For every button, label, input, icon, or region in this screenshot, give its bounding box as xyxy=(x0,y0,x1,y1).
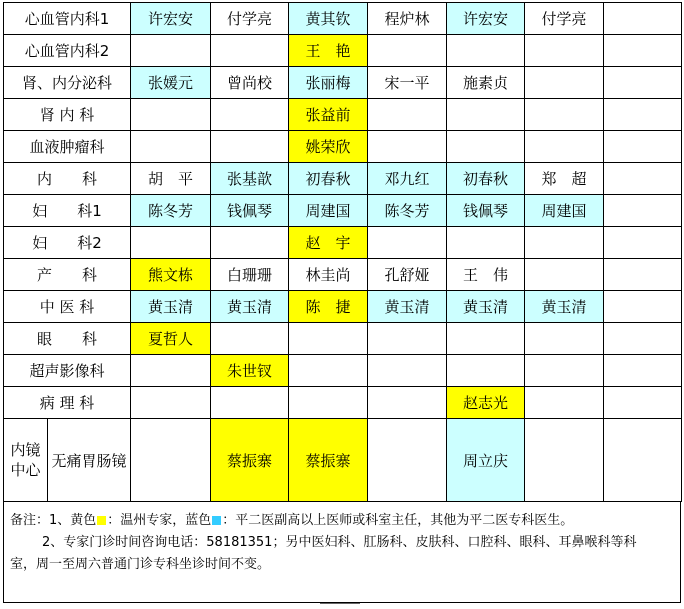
schedule-cell xyxy=(289,387,368,419)
department-label: 心血管内科2 xyxy=(4,35,131,67)
schedule-cell: 熊文栋 xyxy=(131,259,211,291)
schedule-cell xyxy=(131,131,211,163)
schedule-cell xyxy=(211,387,289,419)
table-row xyxy=(4,131,682,163)
notes-line-3: 室，周一至周六普通门诊专科坐诊时间不变。 xyxy=(10,557,271,572)
schedule-cell: 付学亮 xyxy=(525,3,604,35)
table-row xyxy=(4,323,682,355)
schedule-cell xyxy=(211,227,289,259)
schedule-cell xyxy=(525,67,604,99)
schedule-cell: 张媛元 xyxy=(131,67,211,99)
schedule-cell: 黄玉清 xyxy=(131,291,211,323)
schedule-cell: 陈 捷 xyxy=(289,291,368,323)
schedule-cell: 黄玉清 xyxy=(368,291,447,323)
schedule-cell: 郑 超 xyxy=(525,163,604,195)
table-row xyxy=(4,3,682,35)
notes-text: ：温州专家，蓝色 xyxy=(107,513,212,528)
schedule-cell: 姚荣欣 xyxy=(289,131,368,163)
schedule-cell xyxy=(368,323,447,355)
schedule-cell xyxy=(604,419,682,502)
schedule-cell xyxy=(131,387,211,419)
schedule-cell xyxy=(525,323,604,355)
schedule-cell xyxy=(525,259,604,291)
schedule-cell: 张益前 xyxy=(289,99,368,131)
table-row xyxy=(4,355,682,387)
schedule-cell xyxy=(604,195,682,227)
schedule-cell: 黄玉清 xyxy=(525,291,604,323)
schedule-cell xyxy=(525,35,604,67)
schedule-cell xyxy=(604,355,682,387)
department-label: 肾 内 科 xyxy=(4,99,131,131)
endoscopy-center-label xyxy=(4,419,48,502)
table-row xyxy=(4,99,682,131)
schedule-cell xyxy=(604,227,682,259)
table-row-endoscopy xyxy=(4,419,682,502)
schedule-cell: 周建国 xyxy=(525,195,604,227)
schedule-cell xyxy=(604,131,682,163)
schedule-cell: 黄其钦 xyxy=(289,3,368,35)
table-row xyxy=(4,35,682,67)
schedule-cell: 林圭尚 xyxy=(289,259,368,291)
schedule-cell: 邓九红 xyxy=(368,163,447,195)
table-row xyxy=(4,163,682,195)
schedule-cell xyxy=(289,355,368,387)
clinic-schedule-table xyxy=(3,2,682,502)
schedule-cell xyxy=(289,323,368,355)
schedule-cell xyxy=(525,131,604,163)
schedule-cell: 蔡振寨 xyxy=(211,419,289,502)
department-label: 妇 科1 xyxy=(4,195,131,227)
department-label: 血液肿瘤科 xyxy=(4,131,131,163)
schedule-cell xyxy=(131,99,211,131)
schedule-cell xyxy=(447,35,525,67)
notes-text: 备注：1、黄色 xyxy=(10,513,97,528)
schedule-cell: 蔡振寨 xyxy=(289,419,368,502)
schedule-cell: 钱佩琴 xyxy=(447,195,525,227)
schedule-cell: 王 艳 xyxy=(289,35,368,67)
schedule-cell xyxy=(211,35,289,67)
department-label: 眼 科 xyxy=(4,323,131,355)
schedule-cell: 朱世钗 xyxy=(211,355,289,387)
schedule-cell xyxy=(447,131,525,163)
blue-legend-swatch xyxy=(212,516,221,525)
endoscopy-label-line1: 内镜 xyxy=(10,441,41,459)
schedule-cell: 白珊珊 xyxy=(211,259,289,291)
department-label: 心血管内科1 xyxy=(4,3,131,35)
page-edge-decoration xyxy=(320,603,360,609)
schedule-cell: 赵 宇 xyxy=(289,227,368,259)
schedule-cell xyxy=(368,227,447,259)
schedule-cell xyxy=(211,131,289,163)
schedule-cell xyxy=(447,355,525,387)
schedule-cell xyxy=(368,355,447,387)
schedule-cell: 许宏安 xyxy=(131,3,211,35)
schedule-cell xyxy=(525,387,604,419)
schedule-cell xyxy=(604,323,682,355)
schedule-cell xyxy=(604,163,682,195)
schedule-cell: 王 伟 xyxy=(447,259,525,291)
schedule-cell xyxy=(604,3,682,35)
schedule-cell xyxy=(525,355,604,387)
schedule-cell: 陈冬芳 xyxy=(131,195,211,227)
schedule-cell xyxy=(525,227,604,259)
schedule-cell: 周建国 xyxy=(289,195,368,227)
schedule-cell xyxy=(131,419,211,502)
table-row xyxy=(4,291,682,323)
schedule-cell xyxy=(131,35,211,67)
schedule-cell xyxy=(447,99,525,131)
schedule-cell xyxy=(368,99,447,131)
schedule-cell xyxy=(368,35,447,67)
schedule-cell xyxy=(368,419,447,502)
schedule-cell xyxy=(447,323,525,355)
schedule-cell: 初春秋 xyxy=(447,163,525,195)
schedule-cell xyxy=(211,323,289,355)
table-row xyxy=(4,67,682,99)
endoscopy-sub-label: 无痛胃肠镜 xyxy=(48,419,131,502)
schedule-cell: 赵志光 xyxy=(447,387,525,419)
schedule-cell xyxy=(604,387,682,419)
schedule-cell xyxy=(368,131,447,163)
table-row xyxy=(4,195,682,227)
notes-line-1 xyxy=(4,502,680,532)
schedule-cell: 程炉林 xyxy=(368,3,447,35)
department-label: 中 医 科 xyxy=(4,291,131,323)
schedule-cell: 曾尚校 xyxy=(211,67,289,99)
schedule-cell xyxy=(604,35,682,67)
schedule-cell: 孔舒娅 xyxy=(368,259,447,291)
schedule-cell: 宋一平 xyxy=(368,67,447,99)
schedule-document xyxy=(3,2,681,603)
schedule-cell xyxy=(211,99,289,131)
schedule-cell xyxy=(604,291,682,323)
schedule-cell xyxy=(368,387,447,419)
table-row xyxy=(4,227,682,259)
schedule-cell xyxy=(525,99,604,131)
department-label: 肾、内分泌科 xyxy=(4,67,131,99)
schedule-cell xyxy=(525,419,604,502)
department-label: 产 科 xyxy=(4,259,131,291)
schedule-cell: 施素贞 xyxy=(447,67,525,99)
schedule-cell xyxy=(604,99,682,131)
schedule-cell: 初春秋 xyxy=(289,163,368,195)
endoscopy-label-line2: 中心 xyxy=(10,461,41,479)
schedule-cell: 钱佩琴 xyxy=(211,195,289,227)
schedule-cell: 许宏安 xyxy=(447,3,525,35)
schedule-cell: 黄玉清 xyxy=(211,291,289,323)
schedule-cell: 胡 平 xyxy=(131,163,211,195)
schedule-cell xyxy=(604,67,682,99)
schedule-cell: 陈冬芳 xyxy=(368,195,447,227)
schedule-cell: 黄玉清 xyxy=(447,291,525,323)
schedule-cell: 张丽梅 xyxy=(289,67,368,99)
schedule-cell: 付学亮 xyxy=(211,3,289,35)
schedule-cell xyxy=(604,259,682,291)
schedule-body xyxy=(4,3,682,419)
schedule-cell xyxy=(447,227,525,259)
notes-line-2: 2、专家门诊时间咨询电话：58181351；另中医妇科、肛肠科、皮肤科、口腔科、眼科、耳鼻喉科等科 xyxy=(42,535,637,550)
schedule-cell: 周立庆 xyxy=(447,419,525,502)
department-label: 超声影像科 xyxy=(4,355,131,387)
department-label: 妇 科2 xyxy=(4,227,131,259)
schedule-cell: 夏哲人 xyxy=(131,323,211,355)
notes-box xyxy=(3,502,681,603)
schedule-cell xyxy=(131,227,211,259)
schedule-cell xyxy=(131,355,211,387)
notes-text: ：平二医副高以上医师或科室主任，其他为平二医专科医生。 xyxy=(222,513,574,528)
department-label: 内 科 xyxy=(4,163,131,195)
table-row xyxy=(4,259,682,291)
table-row xyxy=(4,387,682,419)
schedule-cell: 张基歆 xyxy=(211,163,289,195)
department-label: 病 理 科 xyxy=(4,387,131,419)
yellow-legend-swatch xyxy=(97,516,106,525)
